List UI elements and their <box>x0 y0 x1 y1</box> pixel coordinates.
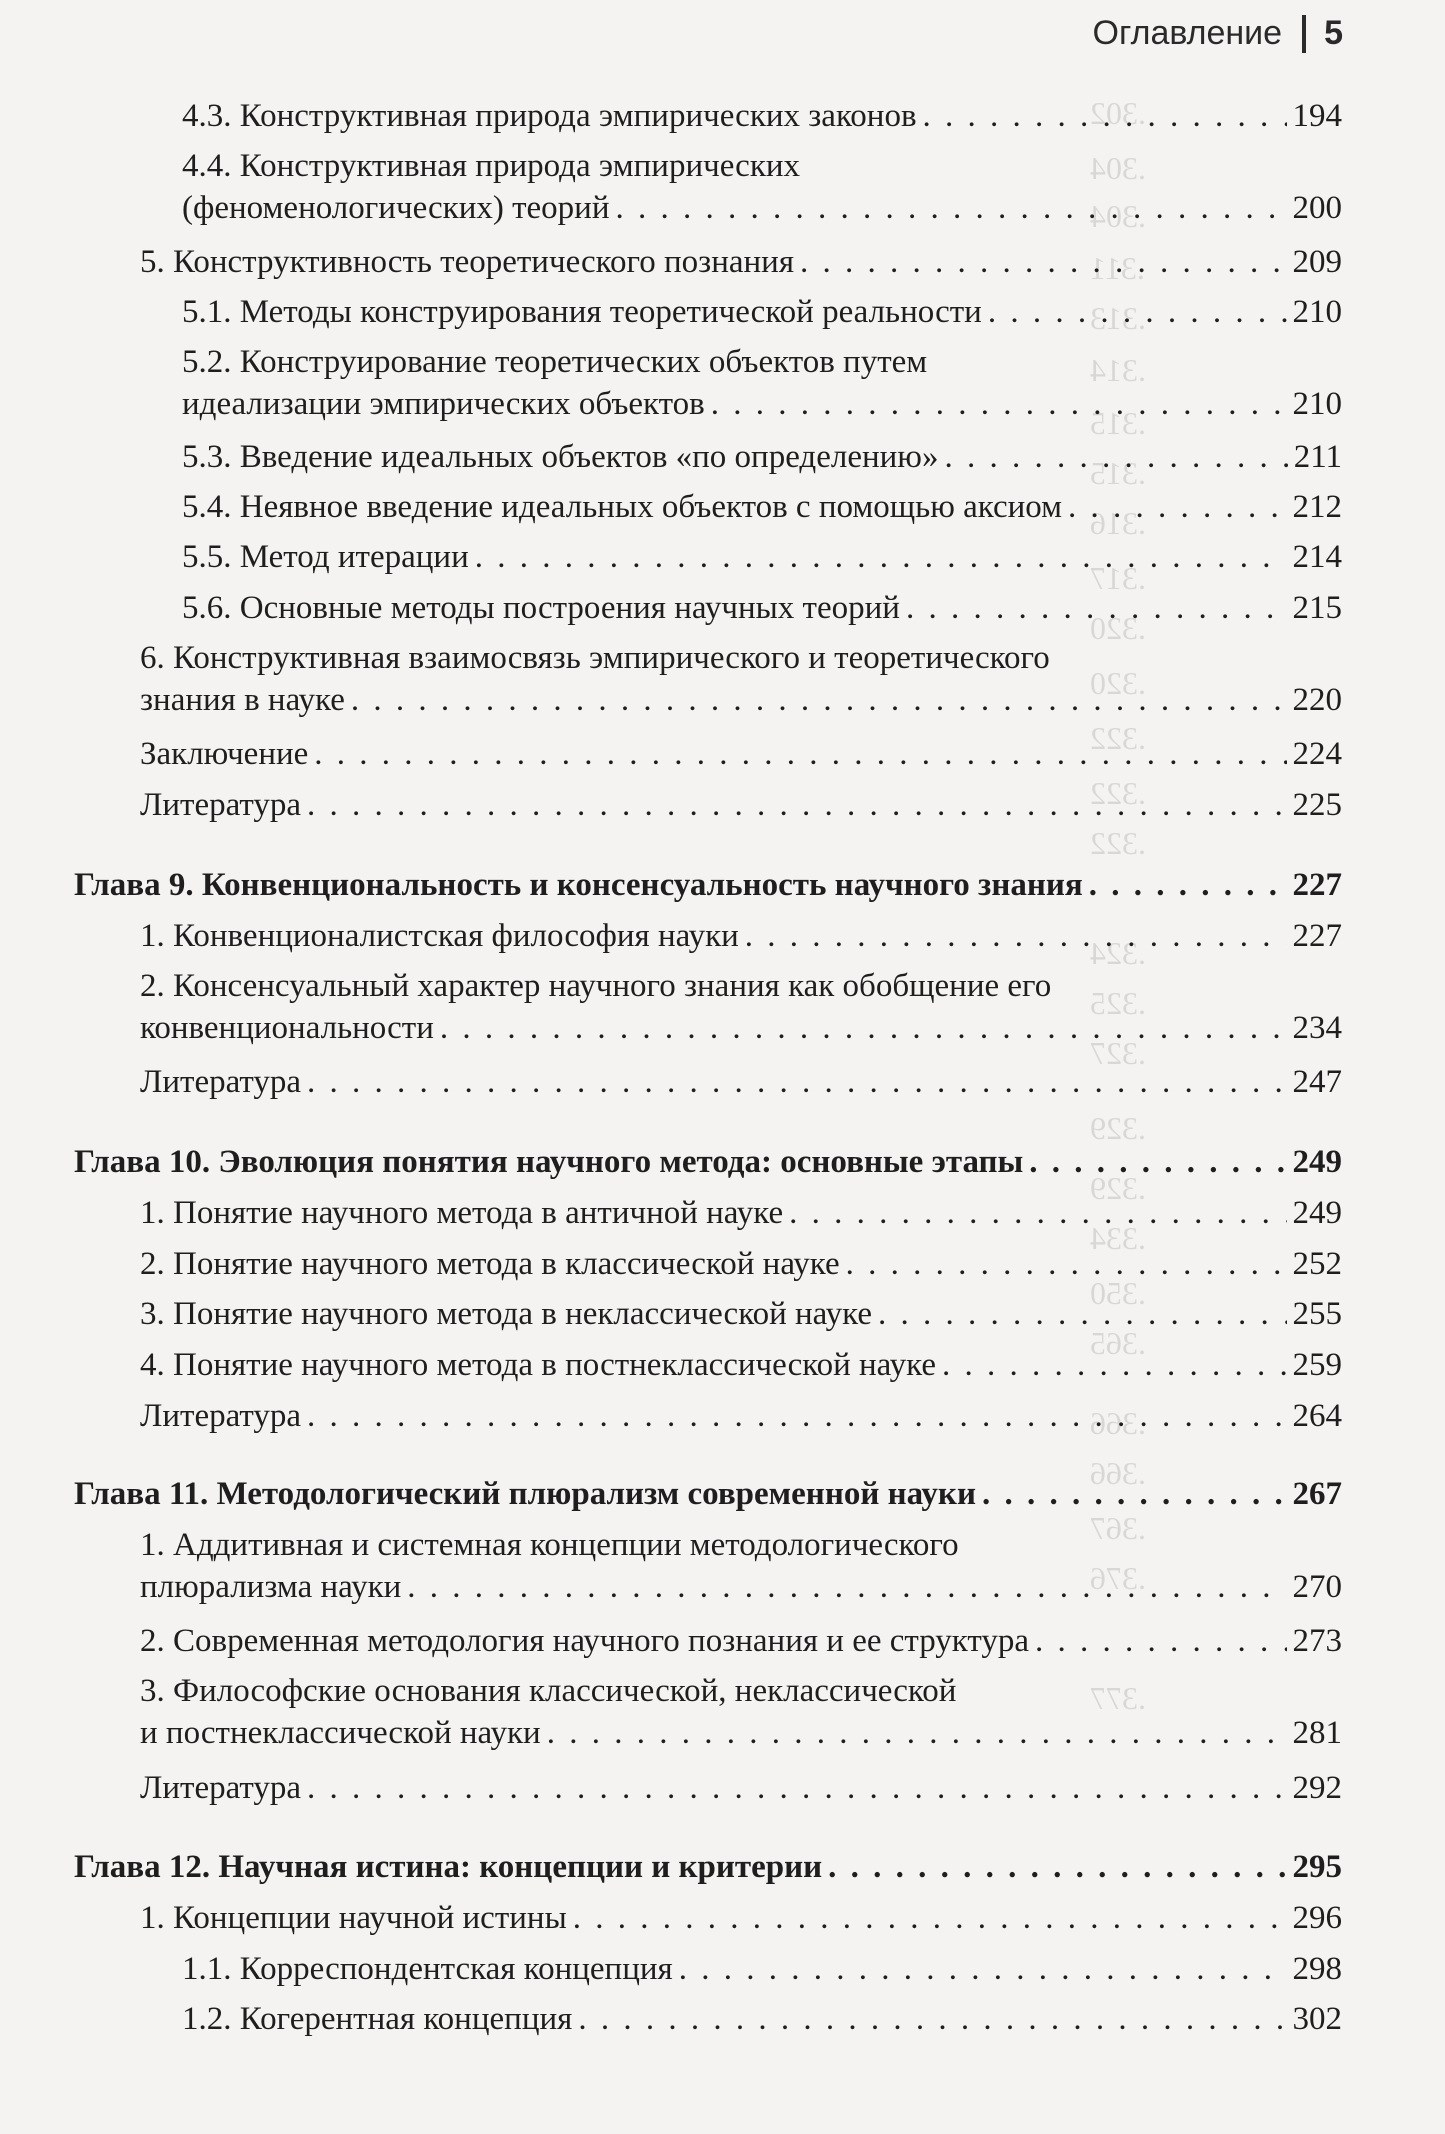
toc-page: 209 <box>1292 244 1342 280</box>
toc-page: 252 <box>1292 1246 1342 1282</box>
toc-entry: 5.2. Конструирование теоретических объектов путем идеализации эмпирических объектов . . . 210 <box>182 341 1342 425</box>
toc-entry: 5.6. Основные методы построения научных теорий . . . 215 <box>182 587 1342 629</box>
toc-entry: 5. Конструктивность теоретического познания . . . 209 <box>140 241 1342 283</box>
toc-entry: 1.1. Корреспондентская концепция . . . 298 <box>182 1948 1342 1990</box>
toc-entry: Литература . . . 225 <box>140 784 1342 826</box>
toc-page: 249 <box>1292 1195 1342 1231</box>
toc-entry: 5.4. Неявное введение идеальных объектов с помощью аксиом . . . 212 <box>182 486 1342 528</box>
toc-entry: 6. Конструктивная взаимосвязь эмпирического и теоретического знания в науке . . . 220 <box>140 637 1342 721</box>
toc-page: 281 <box>1292 1715 1342 1751</box>
toc-page: 249 <box>1292 1144 1342 1180</box>
toc-page: 225 <box>1292 787 1342 823</box>
toc-chapter: Глава 12. Научная истина: концепции и критерии . . . 295 <box>74 1846 1342 1888</box>
toc-entry: 3. Понятие научного метода в неклассической науке . . . 255 <box>140 1293 1342 1335</box>
toc-entry: 2. Понятие научного метода в классической науке . . . 252 <box>140 1243 1342 1285</box>
toc-entry: 5.5. Метод итерации . . . 214 <box>182 536 1342 578</box>
toc-page: 200 <box>1292 190 1342 226</box>
toc-chapter: Глава 10. Эволюция понятия научного метода: основные этапы . . . 249 <box>74 1141 1342 1183</box>
toc-entry: 1. Аддитивная и системная концепции методологического плюрализма науки . . . 270 <box>140 1524 1342 1608</box>
toc-entry: 4. Понятие научного метода в постнеклассической науке . . . 259 <box>140 1344 1342 1386</box>
toc-page: 224 <box>1292 736 1342 772</box>
toc-page: 264 <box>1292 1398 1342 1434</box>
toc-entry: 3. Философские основания классической, неклассической и постнеклассической науки . . . 281 <box>140 1670 1342 1754</box>
toc-page: 298 <box>1292 1951 1342 1987</box>
toc-chapter: Глава 11. Методологический плюрализм современной науки . . . 267 <box>74 1473 1342 1515</box>
toc-entry: 1. Понятие научного метода в античной науке . . . 249 <box>140 1192 1342 1234</box>
toc-page: 296 <box>1292 1900 1342 1936</box>
toc-page: 255 <box>1292 1296 1342 1332</box>
page-number: 5 <box>1324 14 1343 52</box>
toc-page: 267 <box>1292 1476 1342 1512</box>
toc-page: 211 <box>1293 439 1342 475</box>
toc-entry: Заключение . . . 224 <box>140 733 1342 775</box>
toc-page: 214 <box>1292 539 1342 575</box>
toc-page: 215 <box>1292 590 1342 626</box>
section-title: Оглавление <box>1092 14 1283 52</box>
toc-page: 210 <box>1292 386 1342 422</box>
toc-entry: Литература . . . 292 <box>140 1767 1342 1809</box>
toc-entry: Литература . . . 264 <box>140 1395 1342 1437</box>
toc-page: 212 <box>1292 489 1342 525</box>
toc-page: 220 <box>1292 682 1342 718</box>
toc-entry: 5.3. Введение идеальных объектов «по определению» . . . 211 <box>182 436 1342 478</box>
toc-page: 292 <box>1292 1770 1342 1806</box>
toc-entry: 2. Консенсуальный характер научного знания как обобщение его конвенциональности . . . 234 <box>140 965 1342 1049</box>
toc-page: 210 <box>1292 294 1342 330</box>
toc-page: 259 <box>1292 1347 1342 1383</box>
toc-page: 247 <box>1292 1064 1342 1100</box>
toc-page: 227 <box>1292 918 1342 954</box>
toc-entry: 1. Концепции научной истины . . . 296 <box>140 1897 1342 1939</box>
toc-entry: 2. Современная методология научного познания и ее структура . . . 273 <box>140 1620 1342 1662</box>
toc-page: 302 <box>1292 2001 1342 2037</box>
toc-page: 234 <box>1292 1010 1342 1046</box>
toc-page: 273 <box>1292 1623 1342 1659</box>
toc-page: 194 <box>1292 98 1342 134</box>
toc-entry: 4.3. Конструктивная природа эмпирических законов . . . 194 <box>182 95 1342 137</box>
toc-page: 295 <box>1292 1849 1342 1885</box>
toc-chapter: Глава 9. Конвенциональность и консенсуальность научного знания . . . 227 <box>74 864 1342 906</box>
toc-entry: Литература . . . 247 <box>140 1061 1342 1103</box>
toc-entry: 1.2. Когерентная концепция . . . 302 <box>182 1998 1342 2040</box>
toc-page: 270 <box>1292 1569 1342 1605</box>
toc-entry: 1. Конвенционалистская философия науки . . . 227 <box>140 915 1342 957</box>
toc-page: 227 <box>1292 867 1342 903</box>
show-through-text: .302 .304 .304 .311 .313 .314 .315 .315 .316 .317 .320 .320 .322 .322 .322 .324 .325 .327 .329 .329 .334 .350 .365 .366 .366 .367 .376 .377 <box>1090 95 1146 1716</box>
toc-entry: 5.1. Методы конструирования теоретической реальности . . . 210 <box>182 291 1342 333</box>
toc-entry: 4.4. Конструктивная природа эмпирических (феноменологических) теорий . . . 200 <box>182 145 1342 229</box>
